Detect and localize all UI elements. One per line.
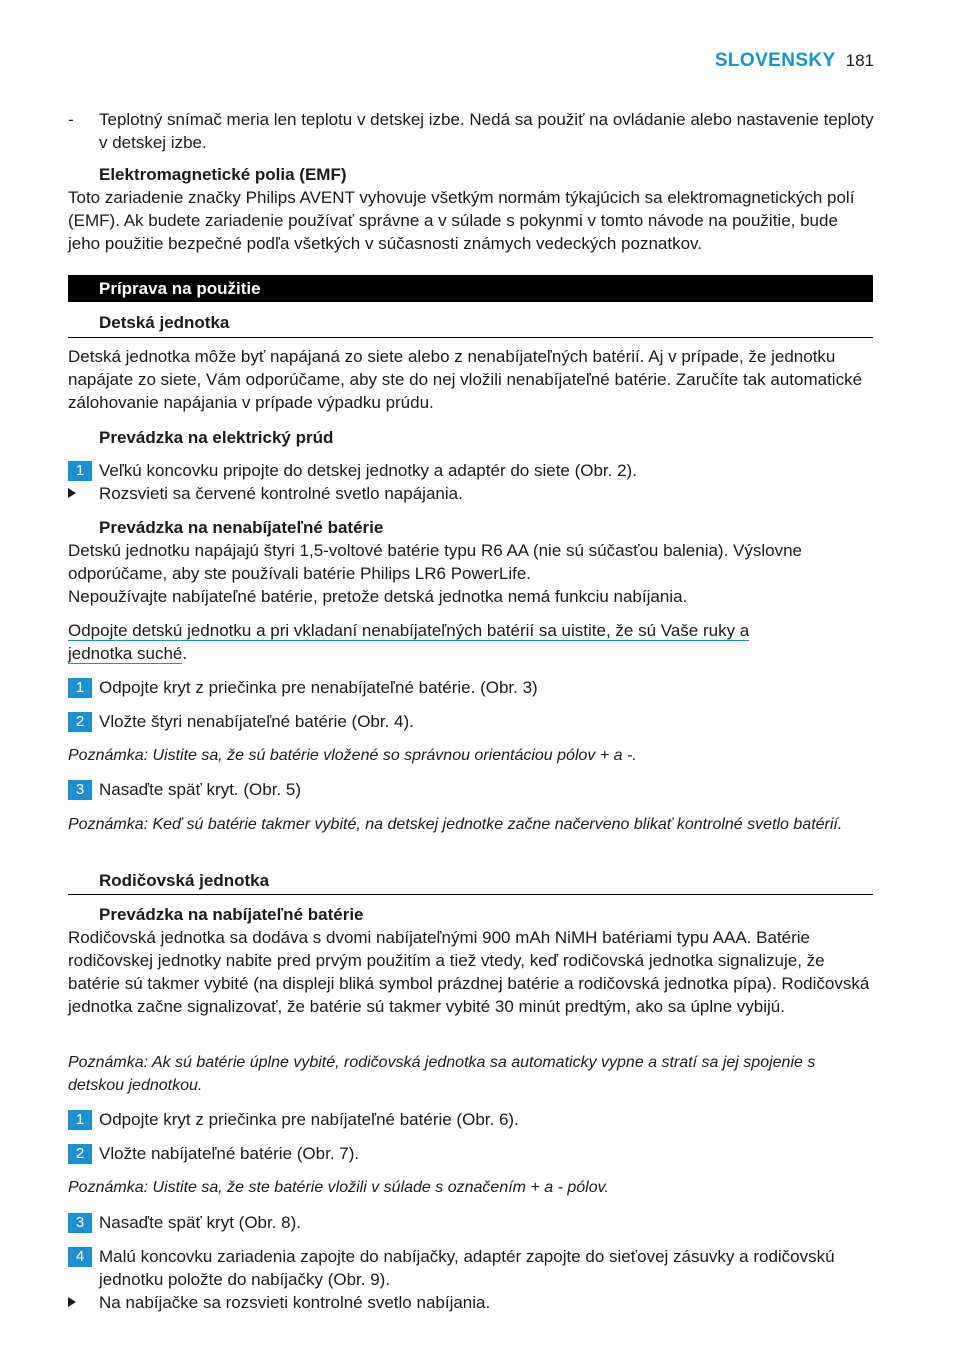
parent-note-1: Poznámka: Ak sú batérie úplne vybité, rodičovská jednotka sa automaticky vypne a stratí sa jej spojenie s detskou jednotkou. — [68, 1054, 816, 1094]
baby-unit-text: Detská jednotka môže byť napájaná zo siete alebo z nenabíjateľných batérií. Aj v prípade, že jednotku napájate zo siete, Vám odporúčame, aby ste do nej vložili nenabíjateľné batérie. Zaručíte tak automatické zálohovanie napájania v prípade výpadku prúdu. — [68, 347, 863, 412]
parent-sub-heading: Prevádzka na nabíjateľné batérie — [99, 905, 364, 924]
parent-unit-heading: Rodičovská jednotka — [99, 871, 270, 890]
page-header — [715, 49, 874, 72]
nonrech-warning — [68, 619, 874, 665]
parent-step-1: Odpojte kryt z priečinka pre nabíjateľné batérie (Obr. 6). — [99, 1110, 519, 1129]
parent-result: Na nabíjačke sa rozsvieti kontrolné svetlo nabíjania. — [99, 1293, 491, 1312]
nonrech-step-3: Nasaďte späť kryt. (Obr. 5) — [99, 780, 301, 799]
heading-rule — [68, 894, 873, 895]
emf-heading: Elektromagnetické polia (EMF) — [99, 165, 347, 184]
nonrech-note-2: Poznámka: Keď sú batérie takmer vybité, na detskej jednotke začne načerveno blikať kontrolné svetlo batérií. — [68, 816, 843, 833]
nonrech-step-1: Odpojte kryt z priečinka pre nenabíjateľné batérie. (Obr. 3) — [99, 678, 538, 697]
intro-item-text: Teplotný snímač meria len teplotu v detskej izbe. Nedá sa použiť na ovládanie alebo nastavenie teploty v detskej izbe. — [99, 110, 874, 152]
section-title: Príprava na použitie — [99, 279, 261, 298]
warning-end: . — [182, 644, 188, 663]
parent-step-2: Vložte nabíjateľné batérie (Obr. 7). — [99, 1144, 360, 1163]
page-number: 181 — [845, 51, 874, 70]
language-label: SLOVENSKY — [714, 50, 836, 71]
nonrech-text-1: Detskú jednotku napájajú štyri 1,5-voltové batérie typu R6 AA (nie sú súčasťou balenia). Výslovne odporúčame, aby ste používali batérie Philips LR6 PowerLife. — [68, 541, 803, 583]
step-number-badge: 4 — [68, 1247, 92, 1267]
warning-line-2: jednotka suché — [68, 644, 183, 663]
step-number-badge: 1 — [68, 678, 92, 698]
result-arrow-icon — [68, 1297, 76, 1307]
step-number-badge: 3 — [68, 780, 92, 800]
step-number-badge: 1 — [68, 461, 92, 481]
nonrech-note-1: Poznámka: Uistite sa, že sú batérie vložené so správnou orientáciou pólov + a -. — [68, 747, 637, 764]
parent-step-4: Malú koncovku zariadenia zapojte do nabíjačky, adaptér zapojte do sieťovej zásuvky a rodičovskú jednotku položte do nabíjačky (Obr. 9). — [99, 1247, 835, 1289]
parent-note-2: Poznámka: Uistite sa, že ste batérie vložili v súlade s označením + a - pólov. — [68, 1179, 609, 1196]
nonrech-heading: Prevádzka na nenabíjateľné batérie — [99, 518, 384, 537]
mains-heading: Prevádzka na elektrický prúd — [99, 428, 334, 447]
step-number-badge: 1 — [68, 1110, 92, 1130]
baby-unit-heading: Detská jednotka — [99, 313, 230, 332]
mains-step-1: Veľkú koncovku pripojte do detskej jednotky a adaptér do siete (Obr. 2). — [99, 461, 637, 480]
warning-line-1: Odpojte detskú jednotku a pri vkladaní nenabíjateľných batérií sa uistite, že sú Vaše ruky a — [68, 621, 750, 640]
step-number-badge: 2 — [68, 712, 92, 732]
step-number-badge: 3 — [68, 1213, 92, 1233]
nonrech-text-2: Nepoužívajte nabíjateľné batérie, pretože detská jednotka nemá funkciu nabíjania. — [68, 587, 688, 606]
nonrech-step-2: Vložte štyri nenabíjateľné batérie (Obr. 4). — [99, 712, 414, 731]
mains-result: Rozsvieti sa červené kontrolné svetlo napájania. — [99, 484, 463, 503]
dash-bullet: - — [68, 110, 74, 129]
section-bar — [68, 275, 873, 302]
parent-step-3: Nasaďte späť kryt (Obr. 8). — [99, 1213, 301, 1232]
parent-unit-text: Rodičovská jednotka sa dodáva s dvomi nabíjateľnými 900 mAh NiMH batériami typu AAA. Batérie rodičovskej jednotky nabite pred prvým použitím a tiež vtedy, keď rodičovská jednotka signalizuje, že batérie sú takmer vybité (na displeji bliká symbol prázdnej batérie a rodičovská jednotka pípa). Rodičovská jednotka začne signalizovať, že batérie sú takmer vybité 30 minút predtým, ako sa úplne vybijú. — [68, 928, 870, 1016]
heading-rule — [68, 337, 873, 338]
result-arrow-icon — [68, 488, 76, 498]
step-number-badge: 2 — [68, 1144, 92, 1164]
emf-text: Toto zariadenie značky Philips AVENT vyhovuje všetkým normám týkajúcich sa elektromagnetických polí (EMF). Ak budete zariadenie používať správne a v súlade s pokynmi v tomto návode na použitie, bude jeho použitie bezpečné podľa všetkých v súčasnosti známych vedeckých poznatkov. — [68, 188, 855, 253]
